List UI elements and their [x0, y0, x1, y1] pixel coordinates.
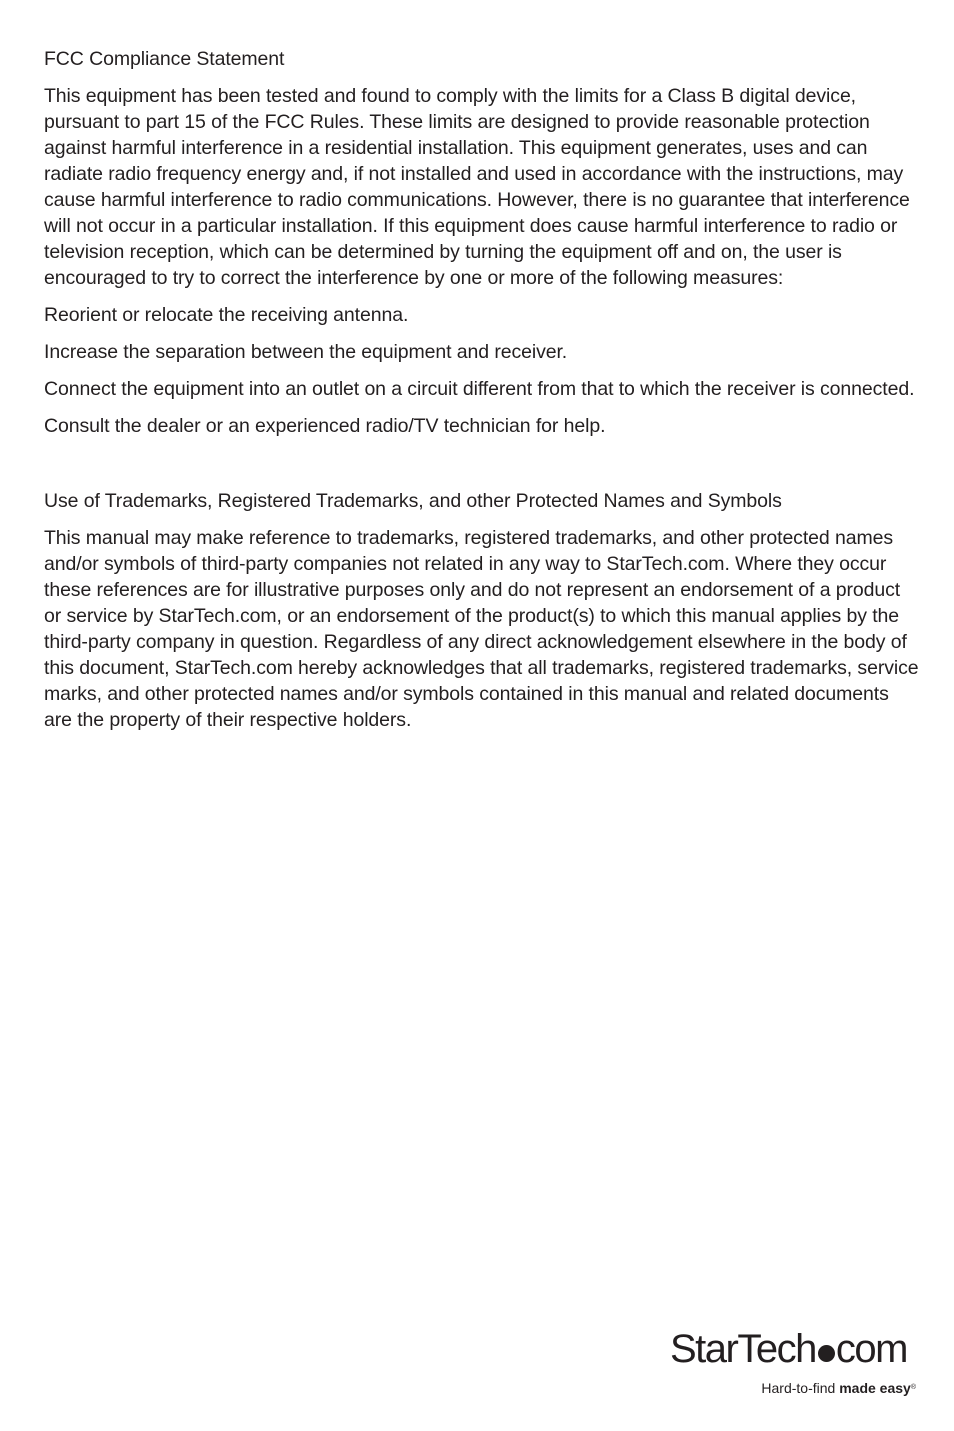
logo-brand-left: StarTech	[670, 1327, 816, 1371]
document-body	[44, 46, 919, 744]
fcc-measure: Reorient or relocate the receiving antenna.	[44, 304, 409, 326]
trademarks-body: This manual may make reference to trademarks, registered trademarks, and other protected names and/or symbols of third-party companies not related in any way to StarTech.com. Where they occur these references are for illustrative purposes only and do not represent an endorsement of a product or service by StarTech.com, or an endorsement of the product(s) to which this manual applies by the third-party company in question. Regardless of any direct acknowledgement elsewhere in the body of this document, StarTech.com hereby acknowledges that all trademarks, registered trademarks, service marks, and other protected names and/or symbols contained in this manual and related documents are the property of their respective holders.	[44, 527, 919, 731]
fcc-heading: FCC Compliance Statement	[44, 48, 285, 70]
startech-logo	[670, 1325, 920, 1405]
fcc-measure: Connect the equipment into an outlet on a circuit different from that to which the receiver is connected.	[44, 378, 915, 400]
section-spacer	[44, 450, 919, 488]
registered-mark-icon: ®	[910, 1384, 916, 1391]
logo-tagline	[761, 1379, 916, 1397]
logo-dot-icon	[818, 1345, 835, 1362]
trademarks-heading: Use of Trademarks, Registered Trademarks, and other Protected Names and Symbols	[44, 490, 782, 512]
fcc-measure: Consult the dealer or an experienced radio/TV technician for help.	[44, 415, 606, 437]
logo-tagline-light: Hard-to-find	[761, 1380, 840, 1396]
logo-brand-right: com	[835, 1327, 907, 1371]
fcc-measure: Increase the separation between the equipment and receiver.	[44, 341, 568, 363]
logo-tagline-bold: made easy	[839, 1380, 911, 1396]
logo-wordmark	[670, 1325, 907, 1373]
fcc-body: This equipment has been tested and found to comply with the limits for a Class B digital device, pursuant to part 15 of the FCC Rules. These limits are designed to provide reasonable protection against harmful interference in a residential installation. This equipment generates, uses and can radiate radio frequency energy and, if not installed and used in accordance with the instructions, may cause harmful interference to radio communications. However, there is no guarantee that interference will not occur in a particular installation. If this equipment does cause harmful interference to radio or television reception, which can be determined by turning the equipment off and on, the user is encouraged to try to correct the interference by one or more of the following measures:	[44, 85, 910, 289]
